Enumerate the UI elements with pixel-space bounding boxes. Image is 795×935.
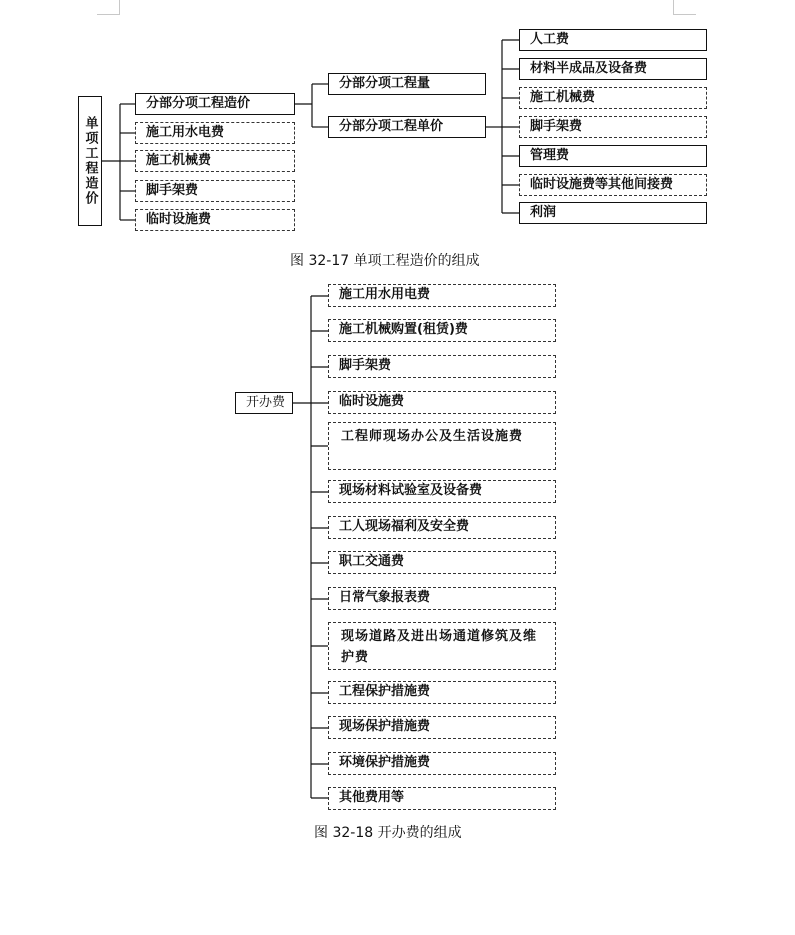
d1-level1-node: 施工机械费 [135, 150, 295, 172]
d2-item-node: 现场材料试验室及设备费 [328, 480, 556, 503]
d2-item-node: 现场道路及进出场通道修筑及维护费 [328, 622, 556, 670]
d2-root-node: 开办费 [235, 392, 293, 414]
d1-level1-node: 分部分项工程造价 [135, 93, 295, 115]
d1-level3-node: 施工机械费 [519, 87, 707, 109]
d1-level3-node: 材料半成品及设备费 [519, 58, 707, 80]
d1-level1-node: 施工用水电费 [135, 122, 295, 144]
d2-item-node: 环境保护措施费 [328, 752, 556, 775]
d2-item-node: 施工用水用电费 [328, 284, 556, 307]
figure-caption-32-17: 图 32-17 单项工程造价的组成 [290, 253, 480, 269]
d2-item-node: 脚手架费 [328, 355, 556, 378]
diagram1-root-node: 单项工程造价 [78, 96, 102, 226]
d2-item-node: 工程师现场办公及生活设施费 [328, 422, 556, 470]
d1-level3-node: 脚手架费 [519, 116, 707, 138]
d1-level3-node: 管理费 [519, 145, 707, 167]
d2-item-node: 其他费用等 [328, 787, 556, 810]
d1-level3-node: 利润 [519, 202, 707, 224]
d2-item-node: 施工机械购置(租赁)费 [328, 319, 556, 342]
d1-level3-node: 临时设施费等其他间接费 [519, 174, 707, 196]
d1-level1-node: 临时设施费 [135, 209, 295, 231]
d1-level2-node: 分部分项工程单价 [328, 116, 486, 138]
figure-caption-32-18: 图 32-18 开办费的组成 [314, 825, 462, 841]
d2-item-node: 临时设施费 [328, 391, 556, 414]
d2-item-node: 职工交通费 [328, 551, 556, 574]
d2-item-node: 工程保护措施费 [328, 681, 556, 704]
d2-item-node: 日常气象报表费 [328, 587, 556, 610]
d2-item-node: 工人现场福利及安全费 [328, 516, 556, 539]
d1-level3-node: 人工费 [519, 29, 707, 51]
d1-level1-node: 脚手架费 [135, 180, 295, 202]
d1-level2-node: 分部分项工程量 [328, 73, 486, 95]
d2-item-node: 现场保护措施费 [328, 716, 556, 739]
